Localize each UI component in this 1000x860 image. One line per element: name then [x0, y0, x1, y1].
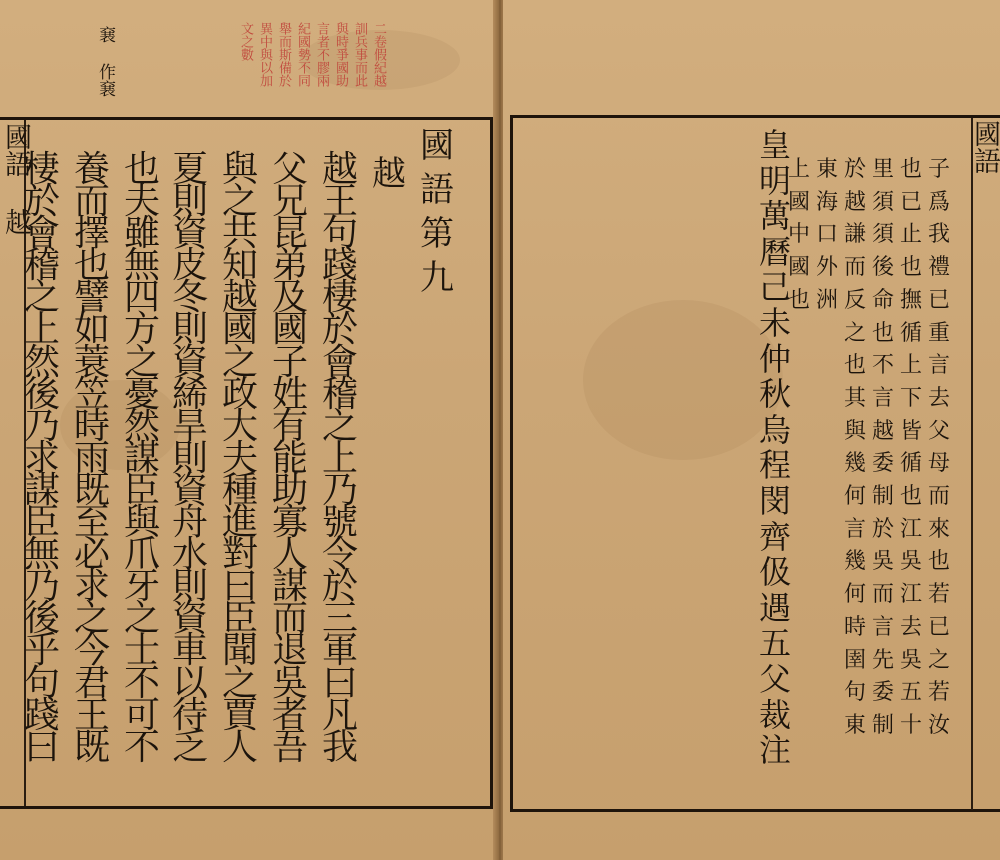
right-page	[503, 0, 1000, 860]
text-column: 與 之 共 知 越 國 之 政 大 夫 種 進 對 曰 臣 聞 之 賈 人	[221, 149, 258, 768]
text-column: 越 王 句 踐 棲 於 會 稽 之 上 乃 號 令 於 三 軍 曰 凡 我	[321, 149, 358, 768]
side-label: 國語	[969, 120, 1000, 174]
red-note-column: 異中與以加	[257, 22, 272, 87]
commentary-column: 於 越 謙 而 反 之 也 其 與 幾 何 言 幾 何 時 圉 句 東	[843, 157, 866, 738]
commentary-column: 東 海 口 外 洲	[815, 157, 838, 313]
red-note-column: 與時爭國助	[333, 22, 348, 87]
red-note-column: 二卷假紀越	[371, 22, 386, 87]
page-frame-right	[510, 115, 1000, 812]
red-note-column: 舉而斯備於	[276, 22, 291, 87]
section-heading: 越	[372, 154, 406, 194]
text-column: 也 夫 雖 無 四 方 之 憂 然 謀 臣 與 爪 牙 之 士 不 可 不	[123, 149, 160, 768]
red-note-column: 言者不膠兩	[314, 22, 329, 87]
red-note-column: 紀國勢不同	[295, 22, 310, 87]
red-note-column: 文之數	[238, 22, 253, 61]
red-note-column: 訓兵事而此	[352, 22, 367, 87]
colophon-column: 皇 明 萬 曆 己 未 仲 秋 烏 程 閔 齊 伋 遇 五 父 裁 注	[758, 126, 791, 770]
text-column: 養 而 擇 也 譬 如 蓑 笠 時 雨 既 至 必 求 之 今 君 王 既	[73, 149, 110, 768]
left-page	[0, 0, 497, 860]
commentary-column: 子 爲 我 禮 已 重 言 去 父 母 而 來 也 若 已 之 若 汝	[927, 157, 950, 738]
text-column: 父 兄 昆 弟 及 國 子 姓 有 能 助 寡 人 謀 而 退 吳 者 吾	[271, 149, 308, 768]
margin-note: 㐮 作㐮	[95, 26, 115, 97]
commentary-column: 也 已 止 也 撫 循 上 下 皆 循 也 江 吳 江 去 吳 五 十	[899, 157, 922, 738]
commentary-column: 里 須 須 後 命 也 不 言 越 委 制 於 吳 而 言 先 委 制	[871, 157, 894, 738]
side-column-rule	[971, 118, 973, 810]
chapter-title: 國 語 第 九	[420, 126, 454, 298]
text-column: 夏 則 資 皮 冬 則 資 絺 旱 則 資 舟 水 則 資 車 以 待 乏	[171, 149, 208, 768]
side-label: 國語 越	[0, 123, 31, 235]
text-column: 棲 於 會 稽 之 上 然 後 乃 求 謀 臣 無 乃 後 乎 句 踐 曰	[23, 149, 60, 768]
commentary-column: 上 國 中 國 也	[787, 157, 810, 313]
